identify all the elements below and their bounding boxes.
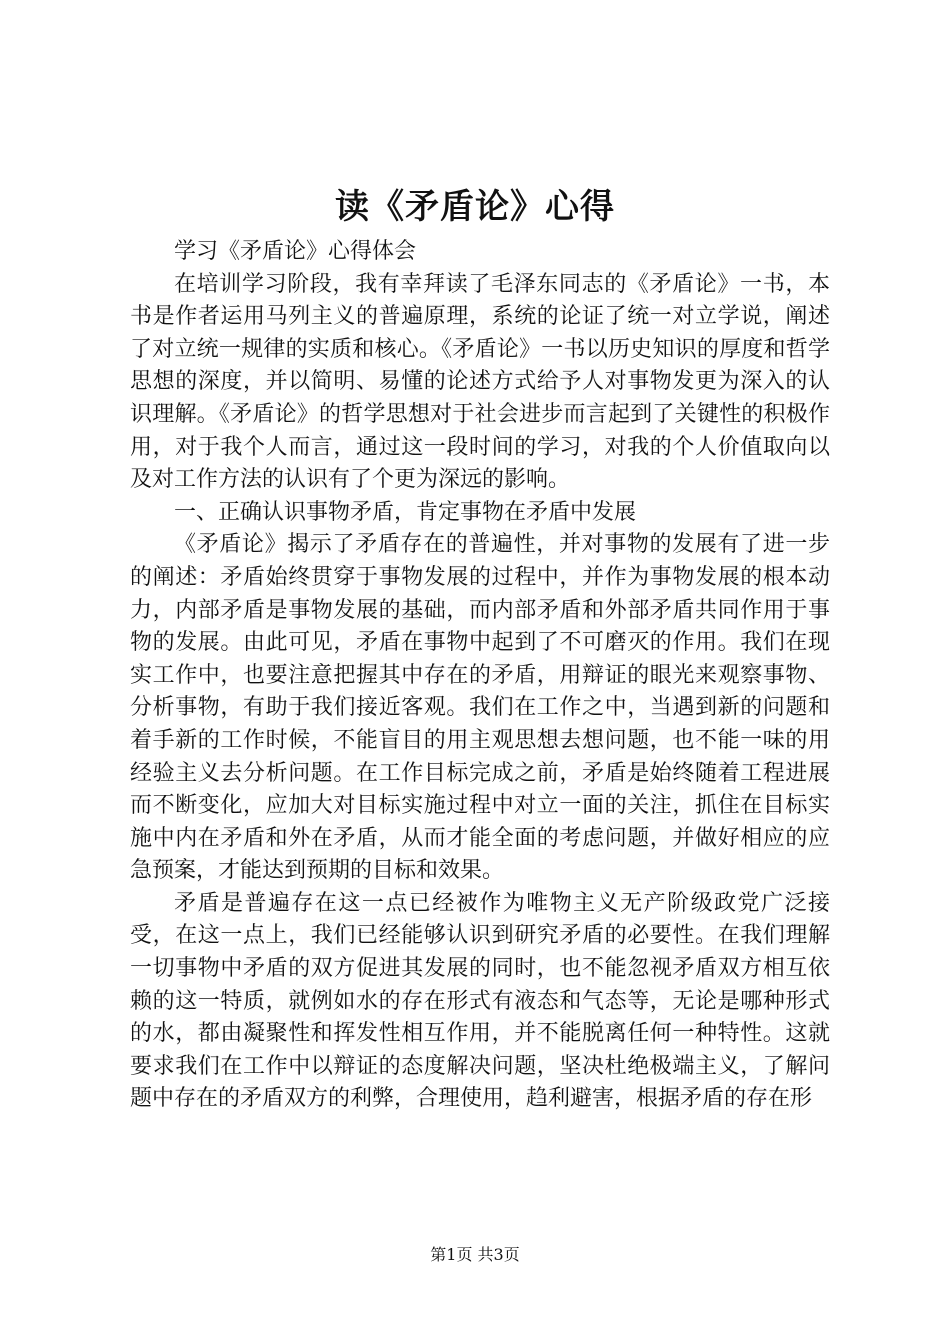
paragraph: 《矛盾论》揭示了矛盾存在的普遍性，并对事物的发展有了进一步的阐述：矛盾始终贯穿于事物发展的过程中，并作为事物发展的根本动力，内部矛盾是事物发展的基础，而内部矛盾和外部矛盾共同作用于事物的发展。由此可见，矛盾在事物中起到了不可磨灭的作用。我们在现实工作中，也要注意把握其中存在的矛盾，用辩证的眼光来观察事物、分析事物，有助于我们接近客观。我们在工作之中，当遇到新的问题和着手新的工作时候，不能盲目的用主观思想去想问题，也不能一味的用经验主义去分析问题。在工作目标完成之前，矛盾是始终随着工程进展而不断变化，应加大对目标实施过程中对立一面的关注，抓住在目标实施中内在矛盾和外在矛盾，从而才能全面的考虑问题，并做好相应的应急预案，才能达到预期的目标和效果。 xyxy=(130,532,830,884)
document-body xyxy=(130,236,830,1116)
document-title: 读《矛盾论》心得 xyxy=(335,187,615,227)
section-heading: 一、正确认识事物矛盾，肯定事物在矛盾中发展 xyxy=(174,499,637,525)
paragraph: 在培训学习阶段，我有幸拜读了毛泽东同志的《矛盾论》一书，本书是作者运用马列主义的普遍原理，系统的论证了统一对立学说，阐述了对立统一规律的实质和核心。《矛盾论》一书以历史知识的厚度和哲学思想的深度，并以简明、易懂的论述方式给予人对事物发更为深入的认识理解。《矛盾论》的哲学思想对于社会进步而言起到了关键性的积极作用，对于我个人而言，通过这一段时间的学习，对我的个人价值取向以及对工作方法的认识有了个更为深远的影响。 xyxy=(130,271,830,493)
paragraph: 矛盾是普遍存在这一点已经被作为唯物主义无产阶级政党广泛接受，在这一点上，我们已经能够认识到研究矛盾的必要性。在我们理解一切事物中矛盾的双方促进其发展的同时，也不能忽视矛盾双方相互依赖的这一特质，就例如水的存在形式有液态和气态等，无论是哪种形式的水，都由凝聚性和挥发性相互作用，并不能脱离任何一种特性。这就要求我们在工作中以辩证的态度解决问题，坚决杜绝极端主义，了解问题中存在的矛盾双方的利弊，合理使用，趋利避害，根据矛盾的存在形 xyxy=(130,890,830,1112)
page-number: 第1页 共3页 xyxy=(430,1245,520,1264)
document-subtitle: 学习《矛盾论》心得体会 xyxy=(174,239,417,264)
